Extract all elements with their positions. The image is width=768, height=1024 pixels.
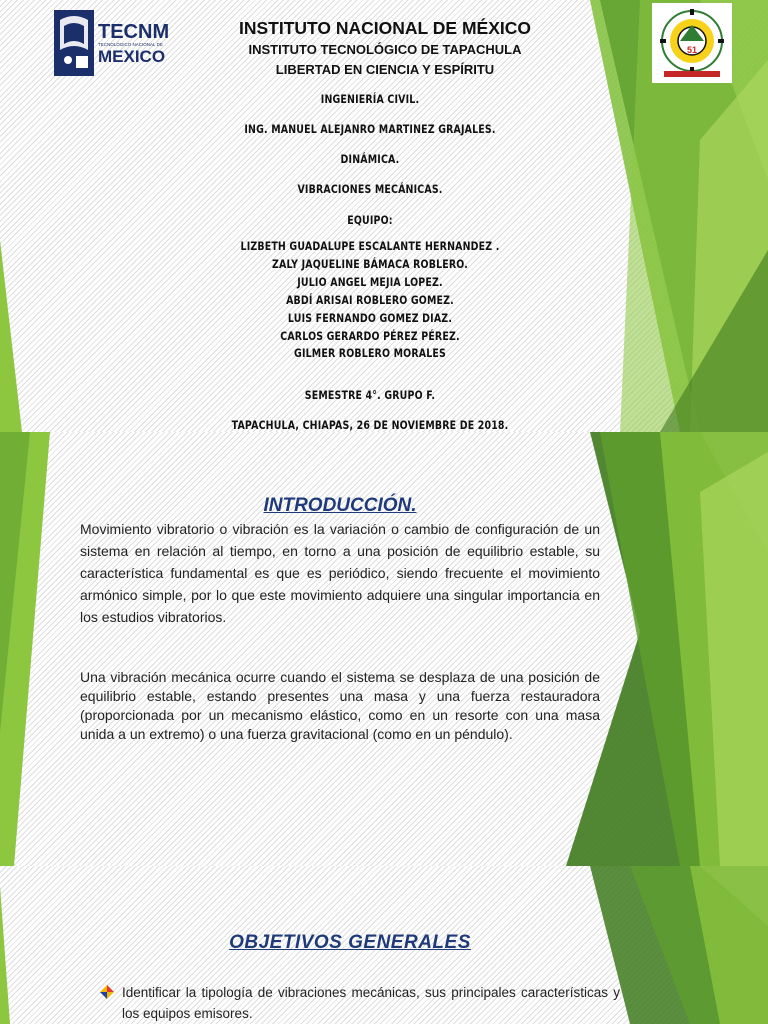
ittap-logo-badge: 51 (686, 45, 698, 55)
teacher-line: ING. MANUEL ALEJANRO MARTINEZ GRAJALES. (244, 122, 496, 136)
team-member: ABDÍ ARISAI ROBLERO GOMEZ. (286, 293, 454, 307)
career-line: INGENIERÍA CIVIL. (320, 92, 420, 106)
subject-line: DINÁMICA. (340, 152, 400, 166)
tecnm-logo-name: TECNM (98, 21, 170, 43)
institution-title: INSTITUTO NACIONAL DE MÉXICO (238, 18, 531, 38)
diamond-bullet-icon (100, 982, 122, 1024)
team-member: ZALY JAQUELINE BÁMACA ROBLERO. (271, 257, 469, 271)
green-decoration-left (0, 866, 40, 1024)
topic-line: VIBRACIONES MECÁNICAS. (297, 182, 443, 196)
ittap-logo (652, 3, 732, 83)
school-motto: LIBERTAD EN CIENCIA Y ESPÍRITU (275, 62, 495, 77)
team-member: LIZBETH GUADALUPE ESCALANTE HERNANDEZ . (240, 239, 500, 253)
team-label: EQUIPO: (347, 213, 393, 227)
team-member: JULIO ANGEL MEJIA LOPEZ. (297, 275, 443, 289)
introduction-title: INTRODUCCIÓN. (263, 495, 417, 516)
place-date-line: TAPACHULA, CHIAPAS, 26 DE NOVIEMBRE DE 2018. (231, 418, 509, 432)
semester-line: SEMESTRE 4°. GRUPO F. (304, 388, 436, 402)
team-member: GILMER ROBLERO MORALES (294, 346, 446, 360)
team-member: LUIS FERNANDO GOMEZ DIAZ. (287, 311, 453, 325)
intro-paragraph-2: Una vibración mecánica ocurre cuando el sistema se desplaza de una posición de equilibrio estable, estando presentes una masa y una fuerza restauradora (proporcionada por un mecanismo elástico, como en un resorte con una masa unida a un extremo) o una fuerza gravitacional (como en un péndulo). (80, 669, 600, 742)
objective-text: Identificar la tipología de vibraciones mecánicas, sus principales características y los equipos emisores. (122, 985, 620, 1021)
objectives-title: OBJETIVOS GENERALES (229, 932, 471, 953)
green-decoration-left (0, 432, 60, 866)
tecnm-logo (54, 10, 172, 78)
school-name: INSTITUTO TECNOLÓGICO DE TAPACHULA (248, 42, 522, 57)
objective-item (100, 982, 620, 1024)
team-member: CARLOS GERARDO PÉREZ PÉREZ. (280, 329, 460, 343)
tecnm-logo-sub: MEXICO (98, 47, 166, 66)
green-decoration-left (0, 0, 40, 432)
title-slide (0, 0, 768, 432)
intro-paragraph-1: Movimiento vibratorio o vibración es la variación o cambio de configuración de un sistema en relación al tiempo, en torno a una posición de equilibrio estable, su característica fundamental es que es periódico, siendo frecuente el movimiento armónico simple, por lo que este movimiento adquiere una singular importancia en los estudios vibratorios. (80, 521, 600, 625)
svg-text:TECNOLÓGICO NACIONAL DE: TECNOLÓGICO NACIONAL DE (98, 42, 163, 47)
